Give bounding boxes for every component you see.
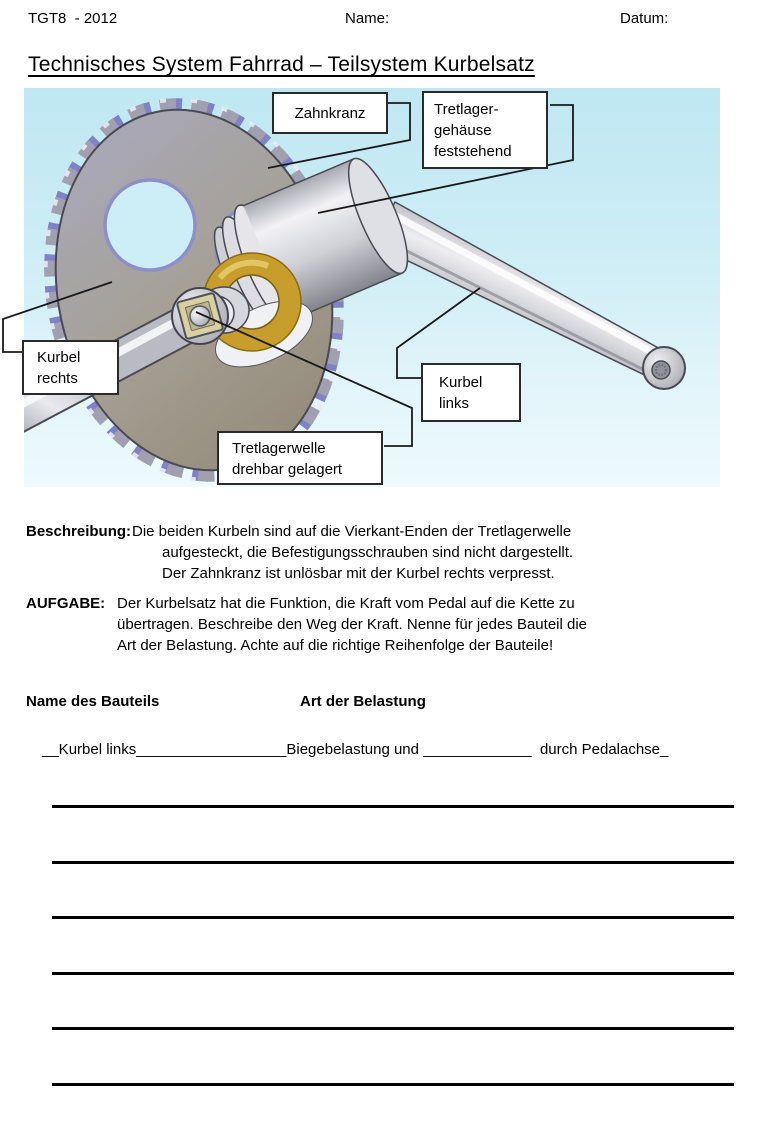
worksheet-title: Technisches System Fahrrad – Teilsystem Kurbelsatz [28,53,535,76]
name-label: Name: [345,10,390,27]
task-line: Art der Belastung. Achte auf die richtige Reihenfolge der Bauteile! [117,637,554,654]
answer-blank-line [52,916,734,919]
date-label: Datum: [620,10,669,27]
chainring-hole [105,180,195,270]
spindle-hub-graphic [172,288,228,344]
description-line: Die beiden Kurbeln sind auf die Vierkant-Enden der Tretlagerwelle [132,523,572,540]
description-label: Beschreibung: [26,523,132,540]
label-box-kurbel-links: Kurbel links [421,363,521,422]
description-line: Der Zahnkranz ist unlösbar mit der Kurbel rechts verpresst. [162,565,555,582]
label-box-tretlagerwelle: Tretlagerwelle drehbar gelagert [217,431,383,485]
task-label: AUFGABE: [26,595,106,612]
column-header-load-type: Art der Belastung [300,693,426,710]
illustration-panel [24,88,720,487]
answer-blank-line [52,972,734,975]
answer-blank-line [52,805,734,808]
crankset-illustration [24,88,720,487]
answer-blank-line [52,861,734,864]
class-code: TGT8 - 2012 [28,10,118,27]
answer-blank-line [52,1027,734,1030]
description-line: aufgesteckt, die Befestigungsschrauben sind nicht dargestellt. [162,544,574,561]
task-line: übertragen. Beschreibe den Weg der Kraft. Nenne für jedes Bauteil die [117,616,588,633]
task-line: Der Kurbelsatz hat die Funktion, die Kraft vom Pedal auf die Kette zu [117,595,575,612]
answer-row: __Kurbel links__________________Biegebelastung und _____________ durch Pedalachse_ [42,741,669,758]
label-box-zahnkranz: Zahnkranz [272,92,388,134]
left-crank-graphic [373,202,685,389]
answer-blank-line [52,1083,734,1086]
label-box-tretlagergehaeuse: Tretlager- gehäuse feststehend [422,91,548,169]
label-box-kurbel-rechts: Kurbel rechts [22,340,119,395]
column-header-part-name: Name des Bauteils [26,693,160,710]
